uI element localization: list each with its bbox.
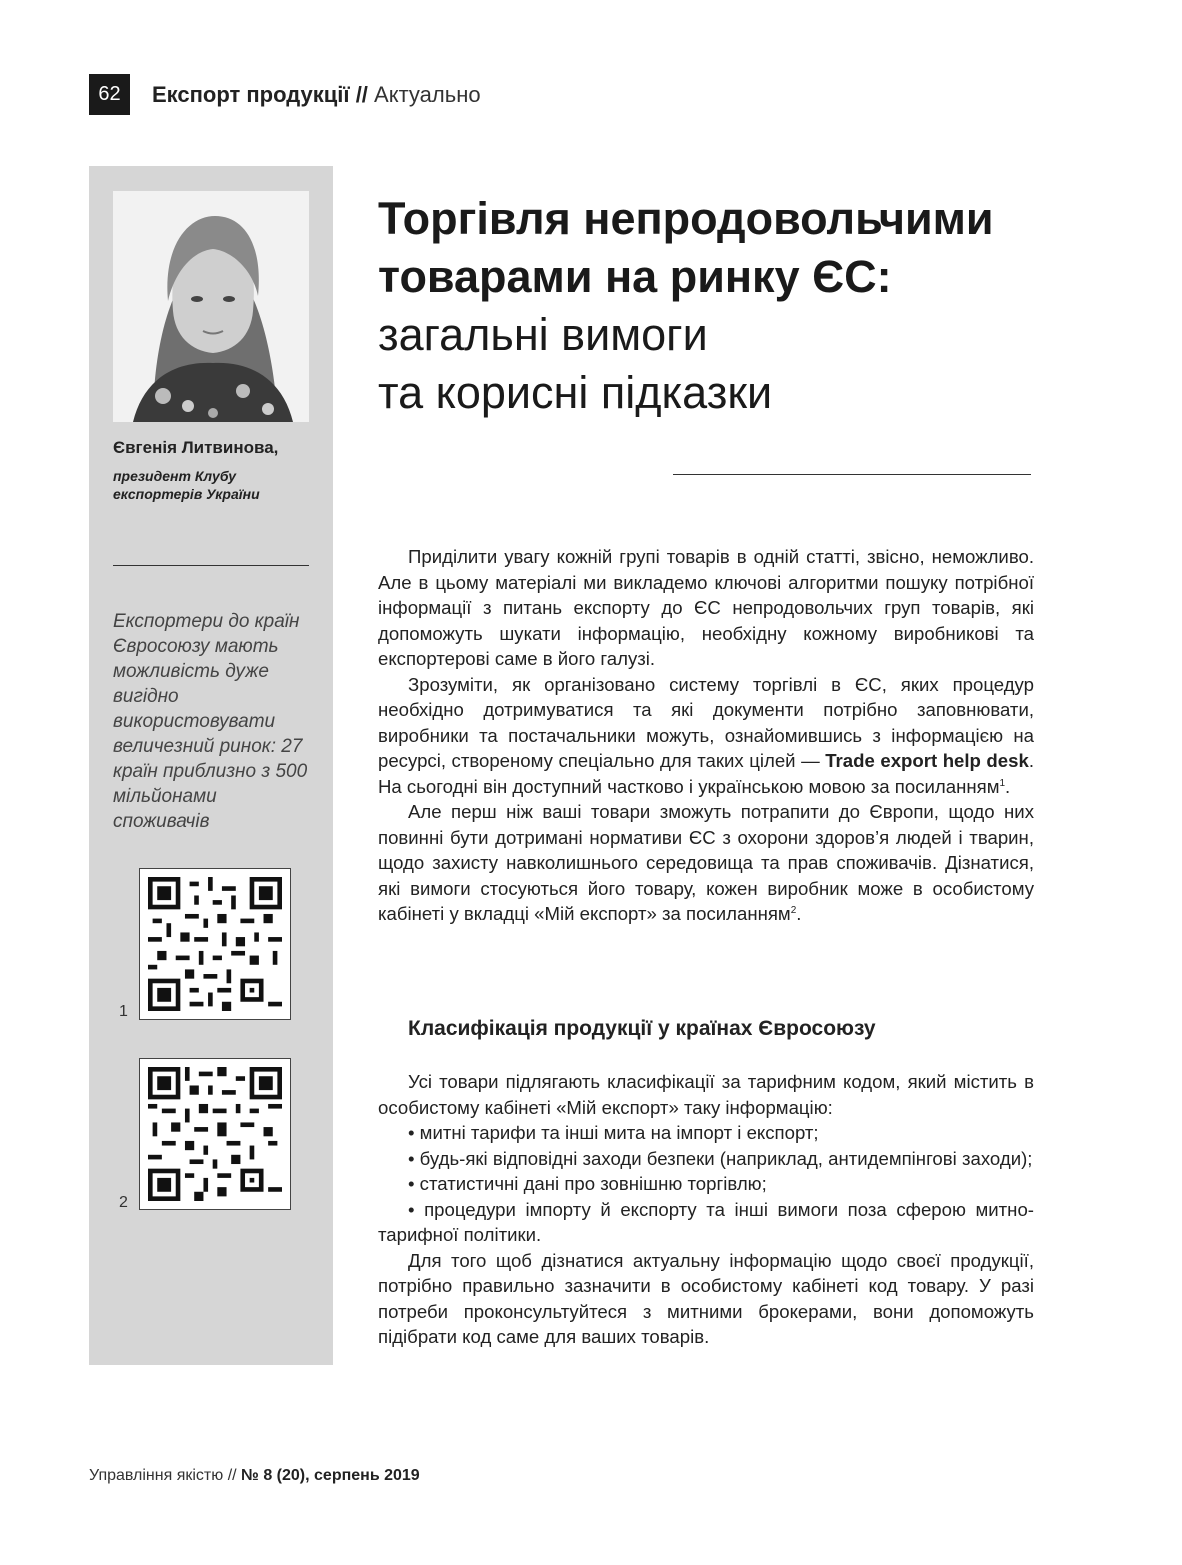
paragraph-text: Але перш ніж ваші товари зможуть потрапити до Європи, щодо них повинні бути дотримані нормативи ЄС з охорони здоров’я людей і тварин, щодо захисту навколишнього середовища та прав споживачів. Дізнатися, які вимоги стосуються його товару, кожен виробник може в особистому кабінеті у вкладці «Мій експорт» за посиланням xyxy=(378,801,1034,924)
sidebar-divider xyxy=(113,565,309,566)
paragraph-text: . xyxy=(1005,775,1011,797)
subsection-title: Актуально xyxy=(367,82,481,107)
paragraph: Для того щоб дізнатися актуальну інформацію щодо своєї продукції, потрібно правильно зазначити в особистому кабінеті код товару. У разі потреби проконсультуйтеся з митними брокерами, вони допоможуть підібрати код саме для ваших товарів. xyxy=(378,1249,1034,1347)
author-role: президент Клубу експортерів України xyxy=(113,468,260,502)
paragraph-text: Зрозуміти, як організовано систему торгівлі в ЄС, яких процедур необхідно дотримуватися та які документи потрібно заповнювати, виробники та постачальники можуть, ознайомившись з інформацією на ресурсі, створеному спеціально для таких цілей — xyxy=(378,673,1034,771)
author-photo xyxy=(113,191,309,422)
author-name: Євгенія Литвинова, xyxy=(113,438,279,457)
section-subheading: Класифікація продукції у країнах Євросоюзу xyxy=(408,1017,876,1040)
section-header xyxy=(152,82,481,108)
title-line-2: товарами на ринку ЄС: xyxy=(378,251,892,302)
footer-separator: // xyxy=(223,1467,242,1484)
qr-code-label: 1 xyxy=(119,1003,128,1020)
article-body-classification xyxy=(378,1069,1034,1350)
paragraph xyxy=(378,799,1034,927)
title-line-3: загальні вимоги xyxy=(378,309,708,360)
section-title: Експорт продукції xyxy=(152,82,350,107)
list-item: • митні тарифи та інші мита на імпорт і експорт; xyxy=(408,1122,819,1143)
paragraph: Усі товари підлягають класифікації за тарифним кодом, який містить в особистому кабінеті «Мій експорт» таку інформацію: xyxy=(378,1071,1034,1118)
page-number: 62 xyxy=(89,74,130,115)
title-line-1: Торгівля непродовольчими xyxy=(378,193,994,244)
article-title xyxy=(378,190,1078,422)
paragraph xyxy=(378,672,1034,800)
paragraph: Приділити увагу кожній групі товарів в одній статті, звісно, неможливо. Але в цьому матеріалі ми викладемо ключові алгоритми пошуку потрібної інформації з питань експорту до ЄС непродовольчих груп товарів, які допоможуть шукати інформацію, необхідну кожному виробникові та експортерові саме в його галузі. xyxy=(378,546,1034,669)
list-item: • процедури імпорту й експорту та інші вимоги поза сферою митно-тарифної політики. xyxy=(378,1198,1034,1245)
qr-code-2[interactable] xyxy=(139,1058,291,1210)
paragraph-text: . xyxy=(796,903,802,924)
qr-code-1[interactable] xyxy=(139,868,291,1020)
section-separator: // xyxy=(349,82,368,107)
title-line-4: та корисні підказки xyxy=(378,367,773,418)
pull-quote: Експортери до країн Євросоюзу мають можливість дуже вигідно використовувати величезний ринок: 27 країн приблизно з 500 мільйонами споживачів xyxy=(113,611,308,832)
list-item: • статистичні дані про зовнішню торгівлю; xyxy=(408,1173,767,1194)
list-item: • будь-які відповідні заходи безпеки (наприклад, антидемпінгові заходи); xyxy=(408,1147,1033,1169)
title-divider xyxy=(673,474,1031,475)
qr-code-label: 2 xyxy=(119,1194,128,1211)
paragraph-text: . На сьогодні він доступний частково і українською мовою за посиланням xyxy=(378,750,1034,797)
footnote-ref: 2 xyxy=(790,904,797,916)
trade-export-help-desk-link[interactable]: Trade export help desk xyxy=(825,750,1029,771)
issue-info: № 8 (20), серпень 2019 xyxy=(241,1467,420,1484)
bullet-list xyxy=(378,1120,1034,1248)
magazine-name: Управління якістю xyxy=(89,1467,224,1484)
footnote-ref: 1 xyxy=(999,777,1006,789)
article-body xyxy=(378,544,1034,927)
page-footer xyxy=(89,1467,420,1485)
